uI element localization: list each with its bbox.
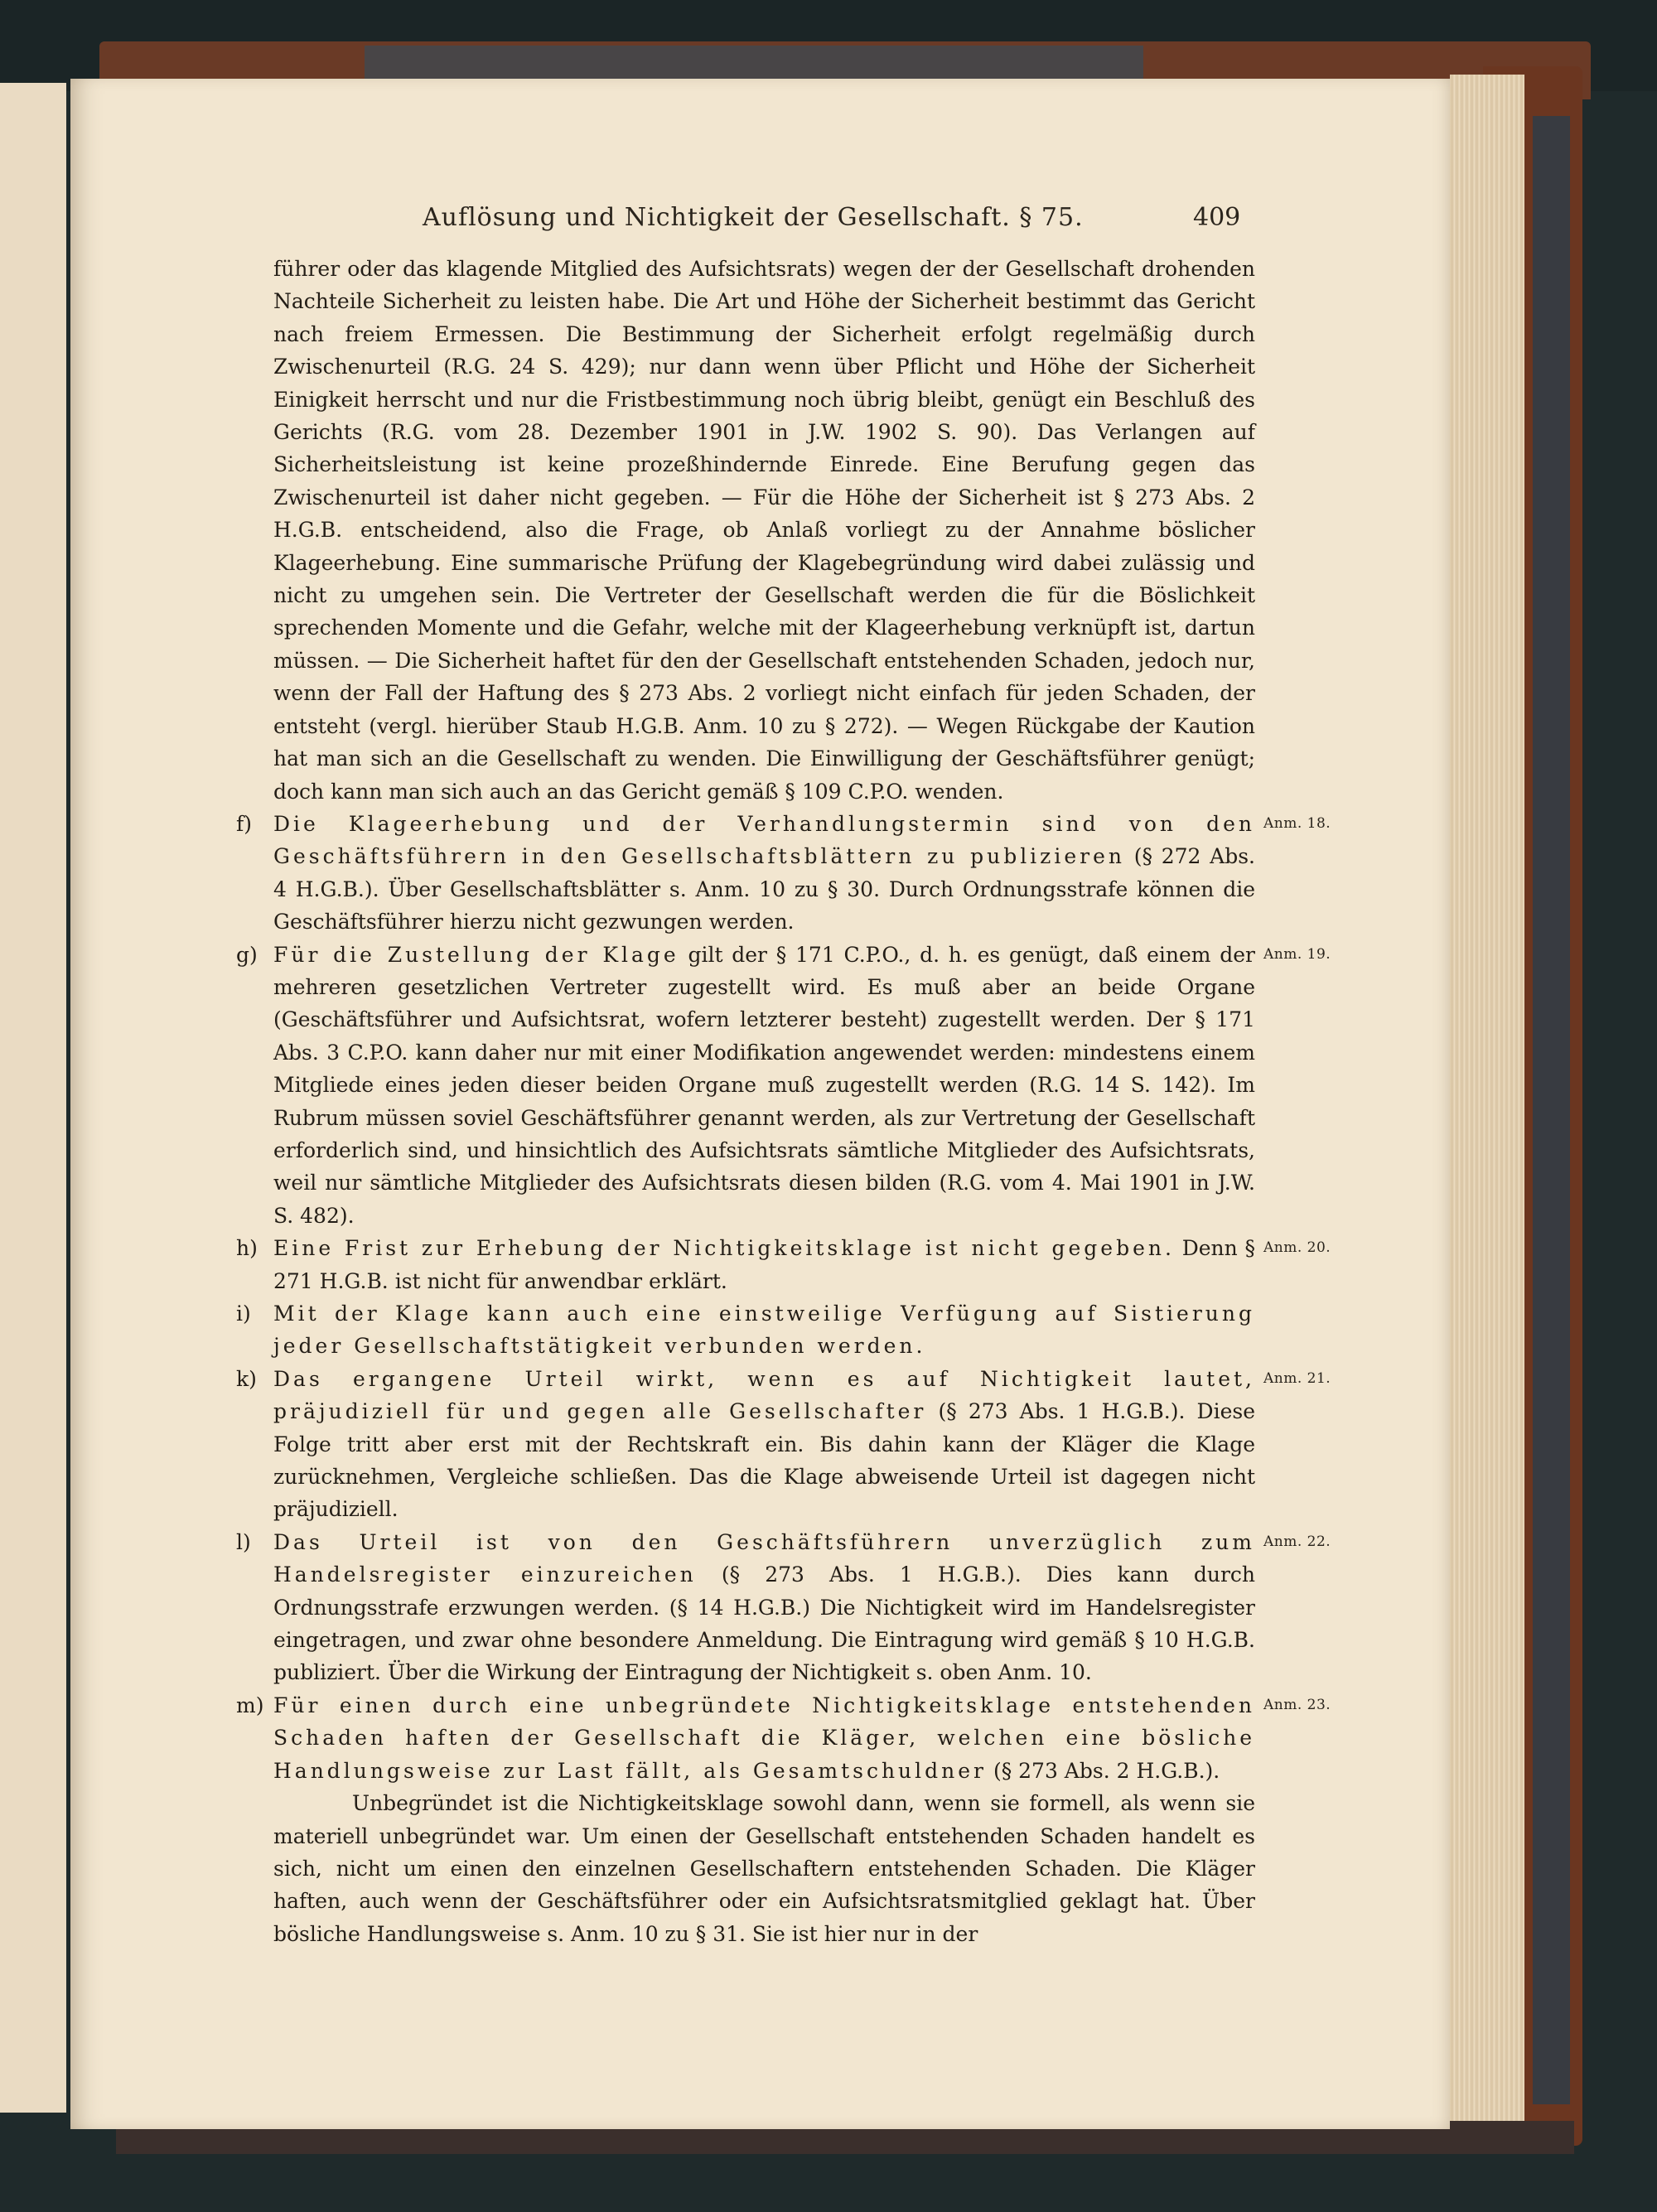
running-header: Auflösung und Nichtigkeit der Gesellschaft. § 75. [423,203,1084,232]
item-lead: Die Klageerhebung und der Verhandlungstermin sind von den Geschäftsführern in den Gesellschaftsblättern zu publizieren [273,811,1255,869]
item-lead: Eine Frist zur Erhebung der Nichtigkeitsklage ist nicht gegeben. [273,1236,1175,1261]
item-text: gilt der § 171 C.P.O., d. h. es genügt, daß einem der mehreren gesetzlichen Vertreter zugestellt wird. Es muß aber an beide Organe (Geschäftsführer und Aufsichtsrat, wofern letzterer besteht) zugestellt werden. Der § 171 Abs. 3 C.P.O. kann daher nur mit einer Modifikation angewendet werden: mindestens einem Mitgliede eines jeden dieser beiden Organe muß zugestellt werden (R.G. 14 S. 142). Im Rubrum müssen soviel Geschäftsführer genannt werden, als zur Vertretung der Gesellschaft erforderlich sind, und hinsichtlich des Aufsichtsrats sämtliche Mitglieder des Aufsichtsrats, weil nur sämtliche Mitglieder des Aufsichtsrats diesen bilden (R.G. vom 4. Mai 1901 in J.W. S. 482). [273,942,1255,1228]
list-item-i [236,1297,1255,1363]
margin-note: Anm. 18. [1263,814,1331,832]
page-stack-edges [1450,75,1524,2146]
item-text: (§ 273 Abs. 1 H.G.B.). Diese Folge tritt aber erst mit der Rechtskraft ein. Bis dahin kann der Kläger die Klage zurücknehmen, Vergleiche schließen. Das die Klage abweisende Urteil ist dagegen nicht präjudiziell. [273,1399,1255,1522]
list-item-g [236,939,1331,1233]
item-label: m) [236,1693,264,1717]
item-text: (§ 272 Abs. 4 H.G.B.). Über Gesellschaftsblätter s. Anm. 10 zu § 30. Durch Ordnungsstrafe können die Geschäftsführer hierzu nicht gezwungen werden. [273,844,1255,935]
item-lead: Mit der Klage kann auch eine einstweilige Verfügung auf Sistierung jeder Gesellschaftstätigkeit verbunden werden. [273,1302,1255,1359]
paragraph-intro: führer oder das klagende Mitglied des Aufsichtsrats) wegen der der Gesellschaft drohenden Nachteile Sicherheit zu leisten habe. Die Art und Höhe der Sicherheit bestimmt das Gericht nach freiem Ermessen. Die Bestimmung der Sicherheit erfolgt regelmäßig durch Zwischenurteil (R.G. 24 S. 429); nur dann wenn über Pflicht und Höhe der Sicherheit Einigkeit herrscht und nur die Fristbestimmung noch übrig bleibt, genügt ein Beschluß des Gerichts (R.G. vom 28. Dezember 1901 in J.W. 1902 S. 90). Das Verlangen auf Sicherheitsleistung ist keine prozeßhindernde Einrede. Eine Berufung gegen das Zwischenurteil ist daher nicht gegeben. — Für die Höhe der Sicherheit ist § 273 Abs. 2 H.G.B. entscheidend, also die Frage, ob Anlaß vorliegt zu der Annahme böslicher Klageerhebung. Eine summarische Prüfung der Klagebegründung wird dabei zulässig und nicht zu umgehen sein. Die Vertreter der Gesellschaft werden die für die Böslichkeit sprechenden Momente und die Gefahr, welche mit der Klageerhebung verknüpft ist, dartun müssen. — Die Sicherheit haftet für den der Gesellschaft entstehenden Schaden, jedoch nur, wenn der Fall der Haftung des § 273 Abs. 2 vorliegt nicht einfach für jeden Schaden, der entsteht (vergl. hierüber Staub H.G.B. Anm. 10 zu § 272). — Wegen Rückgabe der Kaution hat man sich an die Gesellschaft zu wenden. Die Einwilligung der Geschäftsführer genügt; doch kann man sich auch an das Gericht gemäß § 109 C.P.O. wenden. [273,257,1255,804]
margin-note: Anm. 19. [1263,945,1331,963]
marbled-cover-strip [365,46,1143,83]
item-label: h) [236,1236,258,1261]
item-label: k) [236,1366,257,1391]
list-item-k [236,1363,1331,1526]
item-lead: Für die Zustellung der Klage [273,942,679,967]
margin-note: Anm. 20. [1263,1239,1331,1257]
item-lead: Das ergangene Urteil wirkt, wenn es auf Nichtigkeit lautet, präjudiziell für und gegen alle Gesellschafter [273,1366,1255,1424]
margin-note: Anm. 21. [1263,1369,1331,1387]
list-item-l [236,1526,1331,1689]
paragraph-closing: Unbegründet ist die Nichtigkeitsklage sowohl dann, wenn sie formell, als wenn sie materiell unbegründet war. Um einen der Gesellschaft entstehenden Schaden handelt es sich, nicht um einen den einzelnen Gesellschaftern entstehenden Schaden. Die Kläger haften, auch wenn der Geschäftsführer oder ein Aufsichtsratsmitglied geklagt hat. Über bösliche Handlungsweise s. Anm. 10 zu § 31. Sie ist hier nur in der [273,1791,1255,1946]
list-item-f [236,808,1331,939]
list-item-h [236,1232,1331,1297]
list-item-m [236,1689,1331,1787]
item-label: i) [236,1302,251,1326]
item-lead: Das Urteil ist von den Geschäftsführern unverzüglich zum Handelsregister einzureichen [273,1529,1255,1587]
item-text: (§ 273 Abs. 1 H.G.B.). Dies kann durch Ordnungsstrafe erzwungen werden. (§ 14 H.G.B.) Die Nichtigkeit wird im Handelsregister eingetragen, und zwar ohne besondere Anmeldung. Die Eintragung wird gemäß § 10 H.G.B. publiziert. Über die Wirkung der Eintragung der Nichtigkeit s. oben Anm. 10. [273,1562,1255,1685]
item-text: Denn § 271 H.G.B. ist nicht für anwendbar erklärt. [273,1236,1256,1293]
marbled-cover-edge [1533,116,1570,2104]
margin-note: Anm. 23. [1263,1696,1331,1713]
item-lead: Für einen durch eine unbegründete Nichtigkeitsklage entstehenden Schaden haften der Gesellschaft die Kläger, welchen eine bösliche Handlungsweise zur Last fällt, als Gesamtschuldner [273,1693,1255,1783]
item-text: (§ 273 Abs. 2 H.G.B.). [987,1758,1220,1783]
page-number: 409 [1193,203,1241,232]
item-label: l) [236,1529,251,1554]
facing-page-edge [0,83,66,2113]
margin-note: Anm. 22. [1263,1533,1331,1550]
item-label: g) [236,942,258,967]
main-text [236,253,1331,1950]
item-label: f) [236,811,253,836]
